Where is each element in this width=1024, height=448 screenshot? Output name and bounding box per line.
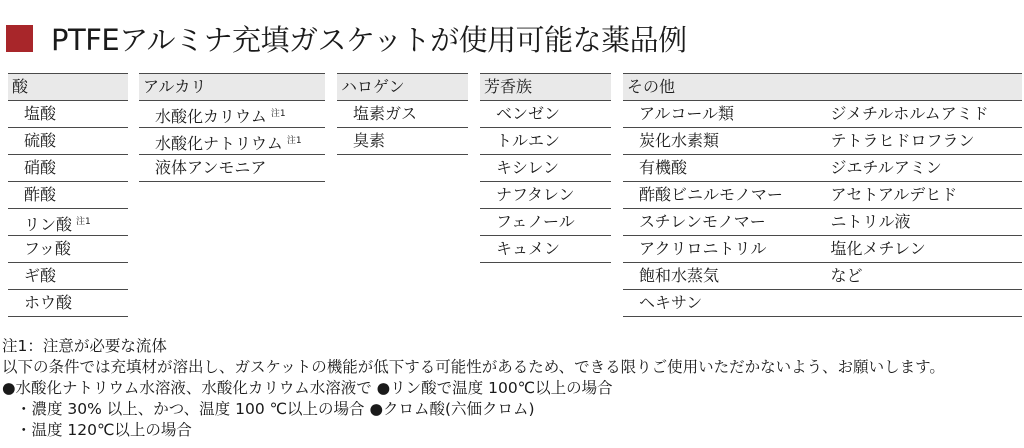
other-column [623,73,1022,317]
other-item-right: ジエチルアミン [830,158,942,177]
aromatic-item-label: トルエン [496,131,561,150]
alkali-item [139,155,325,182]
other-item-right: など [830,266,863,285]
alkali-item-label: 水酸化カリウム [155,107,267,126]
alkali-item [139,128,325,155]
acid-item [8,155,128,182]
aromatic-item [480,236,611,263]
acid-item [8,128,128,155]
alkali-item-label: 水酸化ナトリウム [155,134,283,153]
other-row [623,182,1022,209]
other-row [623,101,1022,128]
note-condition-1: ●水酸化ナトリウム水溶液、水酸化カリウム水溶液で ●リン酸で温度 100℃以上の場合 [2,379,613,397]
other-row [623,155,1022,182]
other-item-left: 酢酸ビニルモノマー [639,185,783,204]
other-item-right: ニトリル液 [830,212,911,231]
acid-item-label: ギ酸 [24,266,57,285]
other-item-right: テトラヒドロフラン [830,131,975,150]
halogen-item [337,101,468,128]
other-item-left: 飽和水蒸気 [639,266,720,285]
acid-item-label: 酢酸 [24,185,57,204]
acid-header: 酸 [8,73,128,101]
other-item-right [831,290,1023,316]
other-item-left: ヘキサン [639,293,703,312]
other-row [623,263,1022,290]
note-condition-2: ・濃度 30% 以上、かつ、温度 100 ℃以上の場合 ●クロム酸(六価クロム) [16,400,535,418]
acid-item [8,236,128,263]
other-row [623,290,1022,317]
acid-column [8,73,128,317]
note-title: 注1：注意が必要な流体 [2,337,167,355]
aromatic-item-label: キュメン [496,239,561,258]
title-marker-square [6,25,33,52]
halogen-item [337,128,468,155]
other-item-left: 炭化水素類 [639,131,720,150]
acid-item-label: ホウ酸 [24,293,73,312]
halogen-item-label: 臭素 [353,131,386,150]
acid-item-label: リン酸 [24,215,73,234]
note-marker: 注1 [76,217,91,227]
alkali-item [139,101,325,128]
aromatic-item [480,155,611,182]
acid-item-label: 硫酸 [24,131,57,150]
other-item-right: アセトアルデヒド [830,185,958,204]
alkali-header: アルカリ [139,73,325,101]
aromatic-item-label: キシレン [496,158,560,177]
aromatic-header: 芳香族 [480,73,611,101]
page-title-row [6,16,687,60]
other-row [623,236,1022,263]
acid-item-label: フッ酸 [24,239,71,258]
other-header: その他 [623,73,1022,101]
acid-item-label: 塩酸 [24,104,57,123]
other-item-left: スチレンモノマー [639,212,766,231]
other-item-left: 有機酸 [639,158,688,177]
note-marker: 注1 [270,109,286,119]
halogen-item-label: 塩素ガス [353,104,418,123]
halogen-header: ハロゲン [337,73,468,101]
acid-item [8,209,128,236]
note-marker: 注1 [286,136,302,146]
aromatic-item [480,209,611,236]
acid-item [8,101,128,128]
page-title: PTFEアルミナ充填ガスケットが使用可能な薬品例 [51,22,687,57]
aromatic-item-label: フェノール [496,212,575,231]
acid-item [8,263,128,290]
aromatic-item [480,128,611,155]
acid-item-label: 硝酸 [24,158,57,177]
aromatic-item-label: ナフタレン [496,185,575,204]
alkali-item-label: 液体アンモニア [155,158,267,177]
other-item-right: 塩化メチレン [830,239,926,258]
aromatic-item-label: ベンゼン [496,104,561,123]
acid-item [8,290,128,317]
note-condition-3: ・温度 120℃以上の場合 [16,421,192,439]
other-row [623,209,1022,236]
other-item-right: ジメチルホルムアミド [830,104,989,123]
note-description: 以下の条件では充填材が溶出し、ガスケットの機能が低下する可能性があるため、できる限りご使用いただかないよう、お願いします。 [2,358,945,376]
other-row [623,128,1022,155]
aromatic-column [480,73,611,263]
other-item-left: アルコール類 [639,104,735,123]
notes-block [2,336,945,441]
alkali-column [139,73,325,182]
aromatic-item [480,101,611,128]
other-item-left: アクリロニトリル [639,239,767,258]
acid-item [8,182,128,209]
aromatic-item [480,182,611,209]
halogen-column [337,73,468,155]
